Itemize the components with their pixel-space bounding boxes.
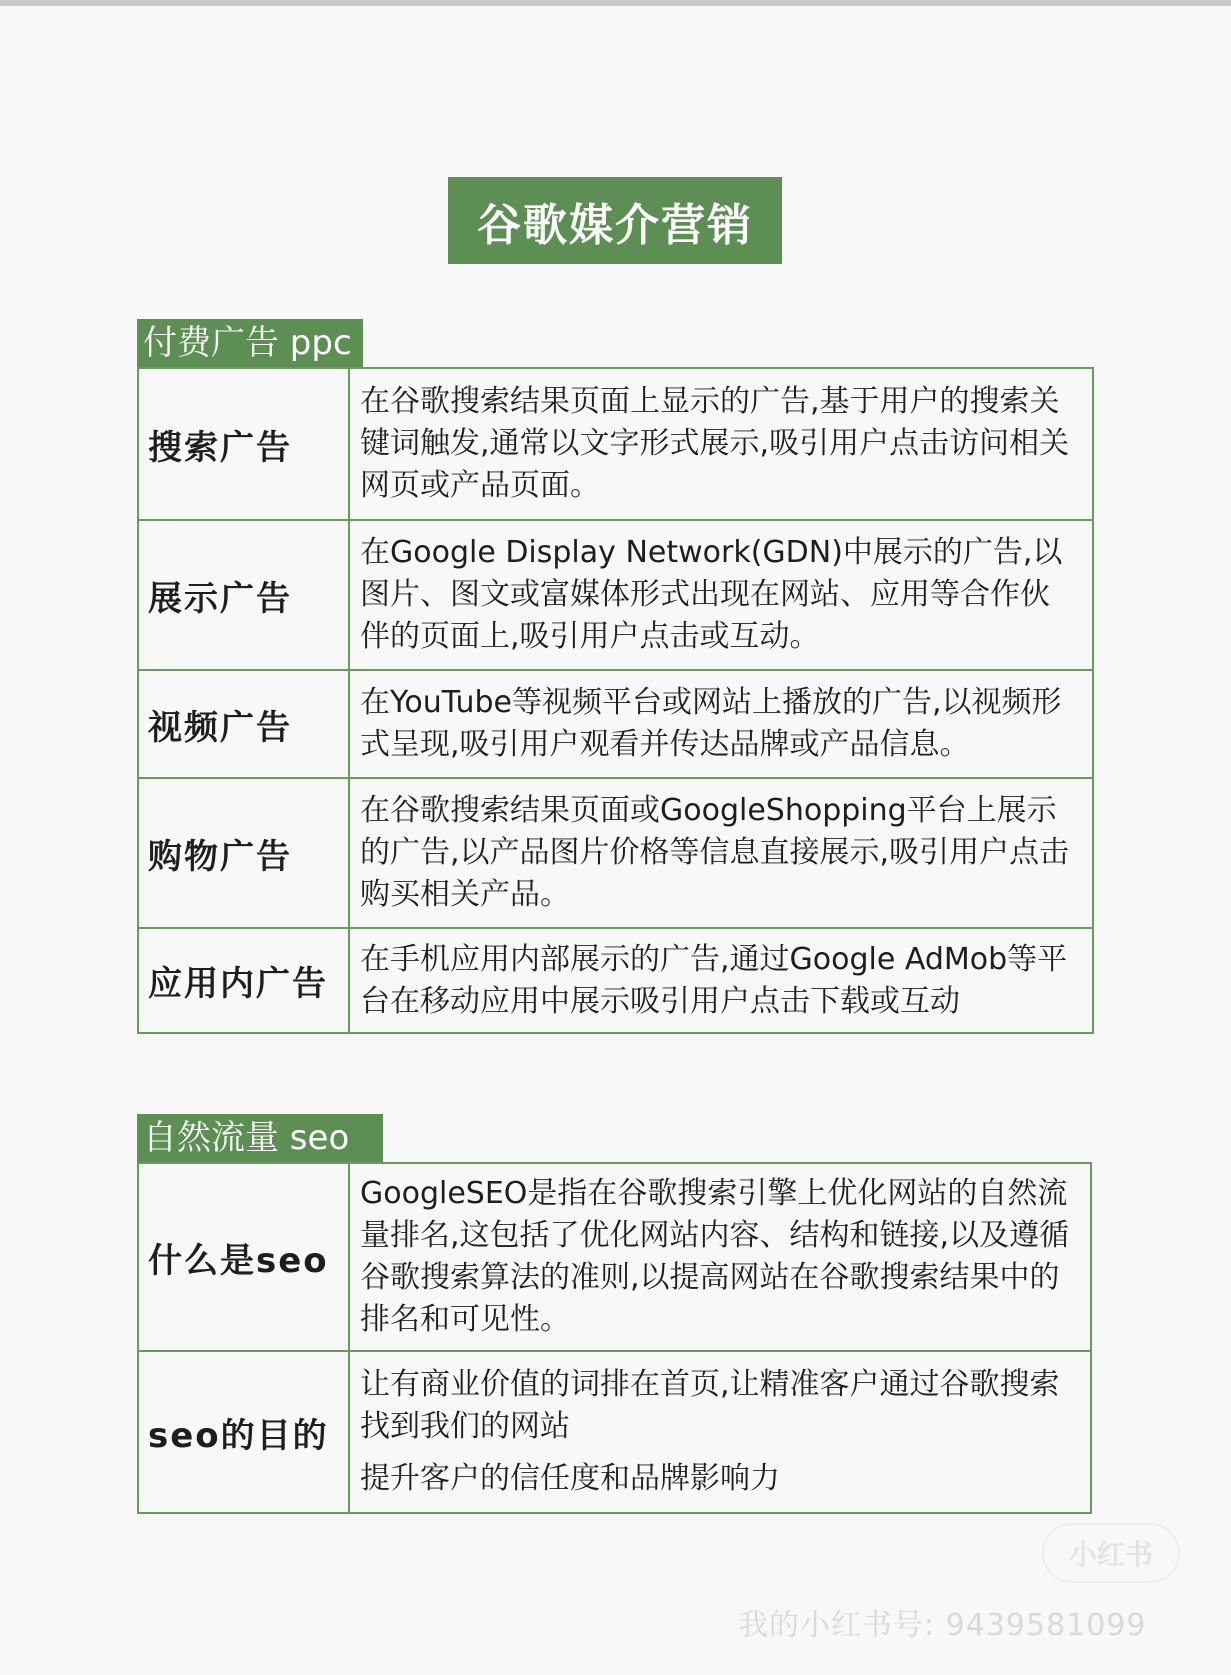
row-description: 在手机应用内部展示的广告,通过Google AdMob等平台在移动应用中展示吸引用户点击下载或互动 — [349, 928, 1093, 1033]
table-row — [138, 778, 1093, 928]
table-row — [138, 368, 1093, 520]
section-tab-ppc: 付费广告 ppc — [137, 319, 363, 367]
table-row — [138, 520, 1093, 670]
row-description-extra: 提升客户的信任度和品牌影响力 — [360, 1461, 780, 1496]
row-description: 让有商业价值的词排在首页,让精准客户通过谷歌搜索找到我们的网站 — [360, 1367, 1060, 1444]
row-description-cell — [349, 1351, 1091, 1513]
row-label: seo的目的 — [138, 1351, 349, 1513]
table-row — [138, 928, 1093, 1033]
row-label: 什么是seo — [138, 1163, 349, 1351]
row-description: GoogleSEO是指在谷歌搜索引擎上优化网站的自然流量排名,这包括了优化网站内容、结构和链接,以及遵循谷歌搜索算法的准则,以提高网站在谷歌搜索结果中的排名和可见性。 — [349, 1163, 1091, 1351]
row-label: 展示广告 — [138, 520, 349, 670]
row-label: 购物广告 — [138, 778, 349, 928]
row-label: 视频广告 — [138, 670, 349, 778]
row-description: 在谷歌搜索结果页面上显示的广告,基于用户的搜索关键词触发,通常以文字形式展示,吸引用户点击访问相关网页或产品页面。 — [349, 368, 1093, 520]
row-description: 在谷歌搜索结果页面或GoogleShopping平台上展示的广告,以产品图片价格等信息直接展示,吸引用户点击购买相关产品。 — [349, 778, 1093, 928]
table-row — [138, 1351, 1091, 1513]
table-row — [138, 1163, 1091, 1351]
row-label: 应用内广告 — [138, 928, 349, 1033]
row-description: 在Google Display Network(GDN)中展示的广告,以图片、图文或富媒体形式出现在网站、应用等合作伙伴的页面上,吸引用户点击或互动。 — [349, 520, 1093, 670]
section-tab-seo: 自然流量 seo — [137, 1114, 383, 1162]
seo-table — [137, 1162, 1092, 1514]
title-banner — [448, 177, 782, 264]
row-label: 搜索广告 — [138, 368, 349, 520]
watermark-logo: 小红书 — [1042, 1523, 1180, 1583]
ppc-table — [137, 367, 1094, 1034]
top-divider — [0, 0, 1231, 6]
watermark-id: 我的小红书号: 9439581099 — [738, 1608, 1147, 1643]
table-row — [138, 670, 1093, 778]
row-description: 在YouTube等视频平台或网站上播放的广告,以视频形式呈现,吸引用户观看并传达品牌或产品信息。 — [349, 670, 1093, 778]
page-title: 谷歌媒介营销 — [477, 199, 753, 251]
